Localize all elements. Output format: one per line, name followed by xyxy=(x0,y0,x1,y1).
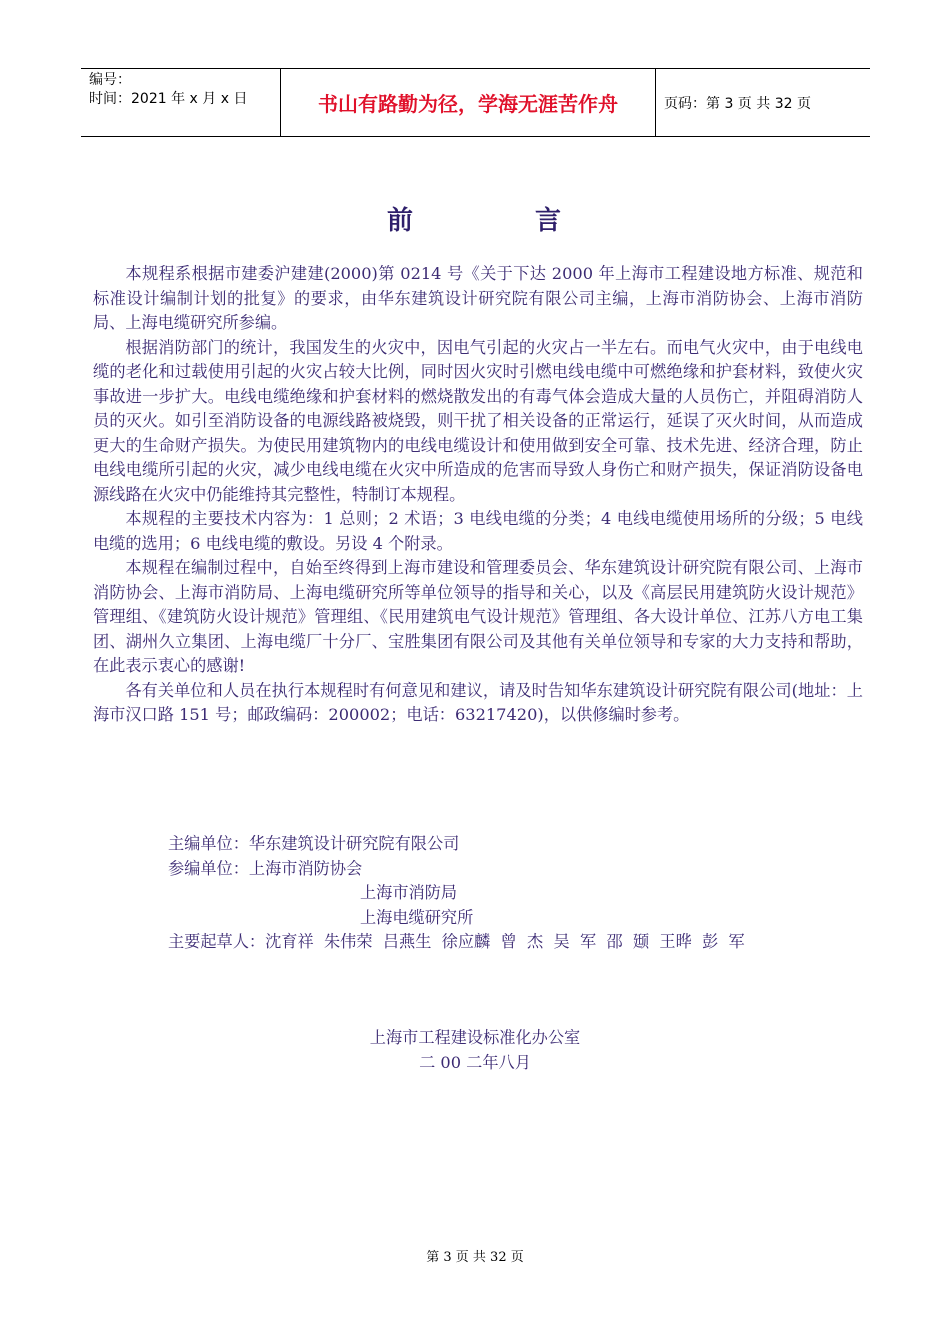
paragraph: 各有关单位和人员在执行本规程时有何意见和建议，请及时告知华东建筑设计研究院有限公司(地址：上海市汉口路 151 号；邮政编码：200002；电话：63217420)，以供修编时参考。 xyxy=(93,680,863,724)
participating-unit-3: 上海电缆研究所 xyxy=(360,907,474,927)
participating-unit: 参编单位：上海市消防协会 xyxy=(168,858,363,878)
issuer-block xyxy=(0,1026,950,1075)
motto: 书山有路勤为径，学海无涯苦作舟 xyxy=(281,69,656,136)
chief-editor-unit: 主编单位：华东建筑设计研究院有限公司 xyxy=(168,834,460,853)
header-table xyxy=(81,68,870,137)
number-label: 编号： xyxy=(89,72,131,88)
title-char-1: 前 xyxy=(386,206,415,236)
drafters: 主要起草人：沈育祥 朱伟荣 吕燕生 徐应麟 曾 杰 吴 军 邵 颋 王晔 彭 军 xyxy=(168,932,745,951)
credits xyxy=(168,832,745,955)
title-char-2: 言 xyxy=(535,206,564,236)
participating-unit-2: 上海市消防局 xyxy=(360,883,458,902)
page-number: 第 3 页 共 32 页 xyxy=(426,1250,524,1265)
time-label: 时间：2021 年 x 月 x 日 xyxy=(89,91,248,107)
page-title xyxy=(0,200,950,237)
paragraph: 本规程的主要技术内容为：1 总则；2 术语；3 电线电缆的分类；4 电线电缆使用场所的分级；5 电线电缆的选用；6 电线电缆的敷设。另设 4 个附录。 xyxy=(93,509,863,553)
paragraph: 根据消防部门的统计，我国发生的火灾中，因电气引起的火灾占一半左右。而电气火灾中，由于电线电缆的老化和过载使用引起的火灾占较大比例，同时因火灾时引燃电线电缆中可燃绝缘和护套材料，致使火灾事故进一步扩大。电线电缆绝缘和护套材料的燃烧散发出的有毒气体会造成大量的人员伤亡，并阻碍消防人员的灭火。如引至消防设备的电源线路被烧毁，则干扰了相关设备的正常运行，延误了灭火时间，从而造成更大的生命财产损失。为使民用建筑物内的电线电缆设计和使用做到安全可靠、技术先进、经济合理，防止电线电缆所引起的火灾，减少电线电缆在火灾中所造成的危害而导致人身伤亡和财产损失，保证消防设备电源线路在火灾中仍能维持其完整性，特制订本规程。 xyxy=(93,337,863,504)
issuer-office: 上海市工程建设标准化办公室 xyxy=(369,1028,581,1047)
preface-body xyxy=(93,262,863,728)
page-label: 页码：第 3 页 共 32 页 xyxy=(664,95,811,112)
paragraph: 本规程系根据市建委沪建建(2000)第 0214 号《关于下达 2000 年上海市工程建设地方标准、规范和标准设计编制计划的批复》的要求，由华东建筑设计研究院有限公司主编，上海市消防协会、上海市消防局、上海电缆研究所参编。 xyxy=(93,264,863,332)
issue-date: 二 00 二年八月 xyxy=(419,1052,531,1072)
header-meta xyxy=(81,69,281,136)
paragraph: 本规程在编制过程中，自始至终得到上海市建设和管理委员会、华东建筑设计研究院有限公司、上海市消防协会、上海市消防局、上海电缆研究所等单位领导的指导和关心，以及《高层民用建筑防火设计规范》管理组、《建筑防火设计规范》管理组、《民用建筑电气设计规范》管理组、各大设计单位、江苏八方电工集团、湖州久立集团、上海电缆厂十分厂、宝胜集团有限公司及其他有关单位领导和专家的大力支持和帮助，在此表示衷心的感谢! xyxy=(93,558,863,675)
